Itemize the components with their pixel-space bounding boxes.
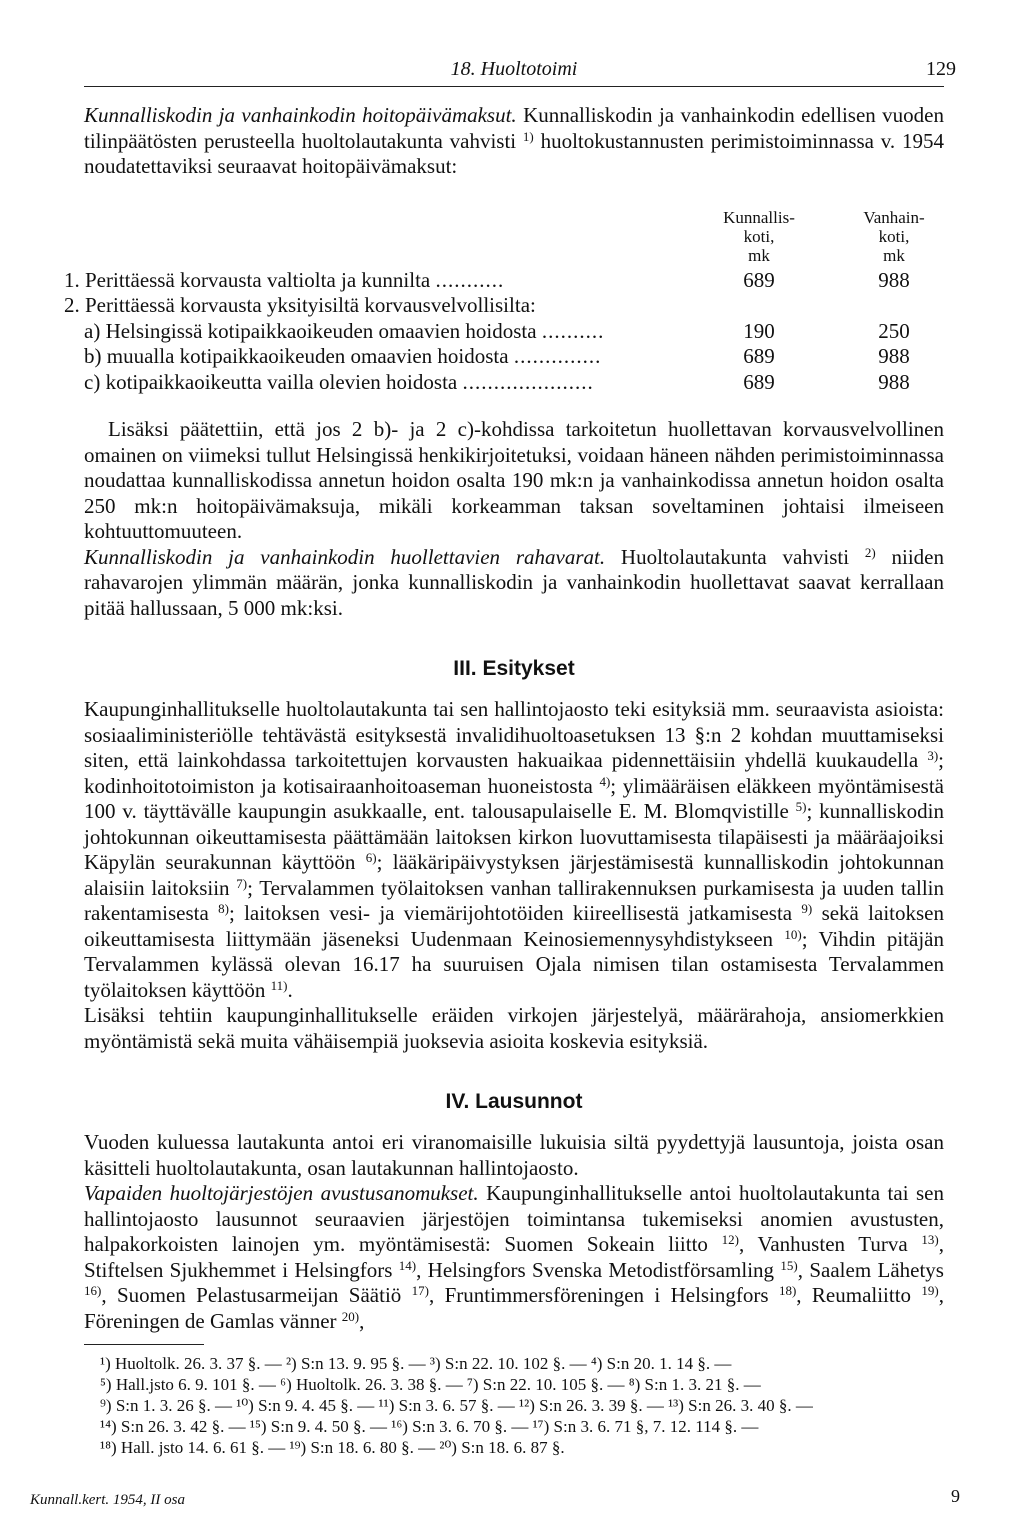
row-label: a) Helsingissä kotipaikkaoikeuden omaavien hoidosta ..........: [84, 318, 605, 343]
row-label: 2. Perittäessä korvausta yksityisiltä korvausvelvollisilta:: [64, 293, 536, 317]
value-kunnalliskoti: 689: [743, 267, 775, 292]
paragraph-funds: Kunnalliskodin ja vanhainkodin huollettavien rahavarat. Huoltolautakunta vahvisti $^{2)}$ niiden rahavarojen ylimmän määrän, jonka kunnalliskodin ja vanhainkodin huollettavat saavat kerrallaan pitää hallussaan, 5 000 mk:ksi.: [84, 544, 945, 620]
document-page: [64, 52, 956, 1458]
paragraph-proposals: Kaupunginhallitukselle huoltolautakunta tai sen hallintojaosto teki esityksiä mm. seuraavista asioista: sosiaaliministeriölle tehtävästä esityksestä invalidihuoltoasetuksen 13 §:n 2 kohdan muuttamiseksi siten, että lainkohdassa tarkoitettujen korvausten hakuaikaa pidennettäisiin yhdellä kuukaudella $^{3)}$; kodinhoitotoimiston ja kotisairaanhoitoaseman huoneistosta $^{4)}$; ylimääräisen eläkkeen myöntämisestä 100 v. täyttävälle kaupungin asukkaalle, ent. talousapulaiselle E. M. Blomqvistille $^{5)}$; kunnalliskodin johtokunnan oikeuttamisesta päättämään laitoksen kirkon luovuttamisesta tilapäisesti ja määräajoiksi Käpylän seurakunnan käyttöön $^{6)}$; lääkäripäivystyksen järjestämisestä kunnalliskodin johtokunnan alaisiin laitoksiin $^{7)}$; Tervalammen työlaitoksen vanhan tallirakennuksen purkamisesta ja uuden tallin rakentamisesta $^{8)}$; laitoksen vesi- ja viemärijohtotöiden kiireellisestä jatkamisesta $^{9)}$ sekä laitoksen oikeuttamisesta liittymään jäseneksi Uudenmaan Keinosiemennysyhdistykseen $^{10)}$; Vihdin pitäjän Tervalammen kylässä olevan 16.17 ha suuruisen Ojala nimisen tilan ostamisesta Tervalammen työlaitoksen käyttöön $^{11)}$.: [84, 697, 945, 1002]
footnote-divider: [84, 1344, 204, 1345]
value-kunnalliskoti: 689: [743, 344, 775, 368]
running-header: [84, 52, 956, 87]
footnote-line: ⁵) Hall.jsto 6. 9. 101 §. — ⁶) Huoltolk. 26. 3. 38 §. — ⁷) S:n 22. 10. 105 §. — ⁸) S:n 1. 3. 21 §. —: [100, 1375, 761, 1394]
paragraph-text: Kunnalliskodin ja vanhainkodin edellisen vuoden tilinpäätösten perusteella huoltolautakunta vahvisti: [84, 103, 944, 153]
footnotes: [84, 1353, 944, 1458]
section-title-lausunnot: IV. Lausunnot: [445, 1090, 583, 1113]
fees-table-header: [84, 208, 944, 268]
row-label: 1. Perittäessä korvausta valtiolta ja kunnilta ...........: [64, 267, 505, 292]
page-number: 129: [926, 58, 956, 80]
paragraph-heading: Kunnalliskodin ja vanhainkodin huollettavien rahavarat.: [84, 544, 606, 569]
signature-mark: 9: [951, 1486, 960, 1506]
value-vanhainkoti: 988: [878, 267, 910, 292]
table-row: [84, 319, 944, 345]
footnote-line: ¹⁴) S:n 26. 3. 42 §. — ¹⁵) S:n 9. 4. 50 §. — ¹⁶) S:n 3. 6. 70 §. — ¹⁷) S:n 3. 6. 71 §, 7. 12. 114 §. —: [100, 1417, 759, 1436]
paragraph-grants: Vapaiden huoltojärjestöjen avustusanomukset. Kaupunginhallitukselle antoi huoltolautakunta tai sen hallintojaosto lausunnot seuraavien järjestöjen toimintansa tukemiseksi anomien avustusten, halpakorkoisten lainojen ym. myöntämisestä: Suomen Sokeain liitto $^{12)}$, Vanhusten Turva $^{13)}$, Stiftelsen Sjukhemmet i Helsingfors $^{14)}$, Helsingfors Svenska Metodistförsamling $^{15)}$, Saalem Lähetys $^{16)}$, Suomen Pelastusarmeijan Säätiö $^{17)}$, Fruntimmersföreningen i Helsingfors $^{18)}$, Reumaliitto $^{19)}$, Föreningen de Gamlas vänner $^{20)}$,: [84, 1181, 945, 1333]
value-vanhainkoti: 250: [878, 318, 910, 343]
paragraph-heading: Kunnalliskodin ja vanhainkodin hoitopäivämaksut.: [84, 103, 517, 127]
footnote-line: ¹) Huoltolk. 26. 3. 37 §. — ²) S:n 13. 9. 95 §. — ³) S:n 22. 10. 102 §. — ⁴) S:n 20. 1. 14 §. —: [100, 1354, 732, 1373]
paragraph-proposals-other: Lisäksi tehtiin kaupunginhallitukselle eräiden virkojen järjestelyä, määrärahoja, ansiomerkkien myöntämistä sekä muita vähäisempiä juoksevia asioita koskevia esityksiä.: [84, 1003, 944, 1053]
row-label: c) kotipaikkaoikeutta vailla olevien hoidosta .....................: [84, 369, 594, 394]
table-row: [64, 267, 944, 294]
value-kunnalliskoti: 190: [743, 318, 775, 343]
paragraph-statements: Vuoden kuluessa lautakunta antoi eri viranomaisille lukuisia siltä pyydettyjä lausuntoja, joista osan käsitteli huoltolautakunta, osan lautakunnan hallintojaosto.: [84, 1130, 944, 1180]
table-row: [84, 370, 944, 396]
footer-source: Kunnall.kert. 1954, II osa: [30, 1492, 185, 1508]
footnote-ref: 1): [522, 128, 534, 144]
value-vanhainkoti: 988: [878, 369, 910, 394]
value-vanhainkoti: 988: [878, 344, 910, 368]
header-title: 18. Huoltotoimi: [450, 58, 578, 80]
section-title-esitykset: III. Esitykset: [453, 657, 575, 680]
paragraph-additional-decision: Lisäksi päätettiin, että jos 2 b)- ja 2 c)-kohdissa tarkoitetun huollettavan korvausvelvollinen omainen on viimeksi tullut Helsingissä henkikirjoitetuksi, voidaan häneen nähden perimistoiminnassa noudattaa kunnalliskodissa annetun hoidon osalta 190 mk:n ja vanhainkodissa annetun hoidon osalta 250 mk:n hoitopäivämaksuja, mikäli korkeamman taksan soveltaminen johtaisi ilmeiseen kohtuuttomuuteen.: [84, 417, 944, 543]
row-label: b) muualla kotipaikkaoikeuden omaavien hoidosta ..............: [84, 344, 602, 368]
value-kunnalliskoti: 689: [743, 369, 775, 394]
footnote-ref: 2): [864, 544, 876, 560]
column-header-vanhainkoti: Vanhain- koti, mk: [863, 207, 925, 265]
fees-table: [64, 207, 944, 396]
paragraph-fees: [84, 103, 944, 180]
column-header-kunnalliskoti: Kunnallis- koti, mk: [723, 207, 795, 265]
paragraph-text: huoltokustannusten perimistoiminnassa v. 1954 noudatettaviksi seuraavat hoitopäivämaksut:: [84, 128, 944, 178]
footnote-line: ⁹) S:n 1. 3. 26 §. — ¹⁰) S:n 9. 4. 45 §. — ¹¹) S:n 3. 6. 57 §. — ¹²) S:n 26. 3. 39 §. — ¹³) S:n 26. 3. 40 §. —: [100, 1396, 813, 1415]
table-row: [84, 344, 944, 370]
table-row: [64, 293, 944, 319]
footnote-line: ¹⁸) Hall. jsto 14. 6. 61 §. — ¹⁹) S:n 18. 6. 80 §. — ²⁰) S:n 18. 6. 87 §.: [100, 1438, 565, 1457]
paragraph-heading: Vapaiden huoltojärjestöjen avustusanomukset.: [84, 1181, 479, 1205]
